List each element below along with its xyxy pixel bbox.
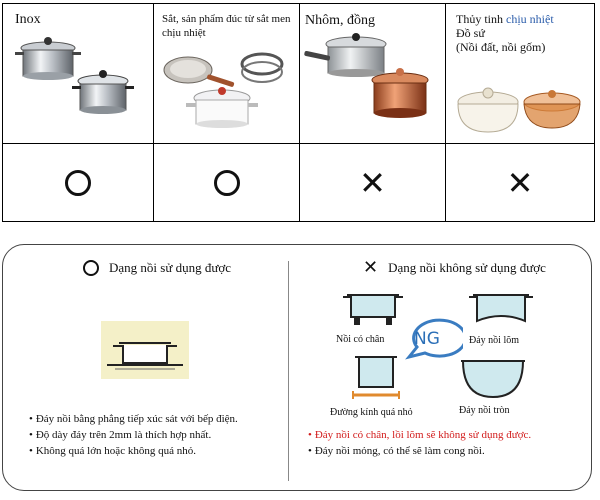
caption-legged-pot: Nồi có chân [336,334,385,345]
list-item: • Đáy nồi mỏng, có thể sẽ làm cong nồi. [308,443,531,459]
header-cell-aluminum-copper [300,4,446,144]
unusable-pots-heading [363,259,546,277]
list-item: • Đáy nồi bằng phẳng tiếp xúc sát với bếp điện. [29,411,238,427]
column-title-iron: Sắt, sản phẩm đúc từ sắt men chịu nhiệt [162,13,291,39]
flat-bottom-pot-illustration [101,321,189,379]
cookware-compatibility-table [2,3,595,222]
usable-pots-list [29,411,238,459]
iron-enamel-pans-image [160,48,295,138]
list-item: • Độ dày đáy trên 2mm là thích hợp nhất. [29,427,238,443]
usable-pots-heading-text: Dạng nồi sử dụng được [109,260,232,275]
symbol-cell-glass-ceramic [446,144,594,221]
column-title-inox: Inox [15,12,41,27]
cross-ng-icon: ✕ [359,163,386,202]
header-cell-inox [3,4,154,144]
column-title-aluminum-copper: Nhôm, đồng [305,13,375,28]
aluminum-copper-pots-image [304,30,442,140]
unusable-pots-list [308,427,531,459]
column-title-glass-a: Thủy tinh [456,12,506,26]
caption-round-bottom: Đáy nồi tròn [459,405,510,416]
ng-badge-label: NG [414,329,440,349]
small-diameter-pot-illustration [349,353,403,403]
list-item: • Không quá lớn hoặc không quá nhỏ. [29,443,238,459]
column-title-ceramic: Đồ sứ [456,26,485,40]
list-item: • Đáy nồi có chân, lồi lõm sẽ không sử dụng được. [308,427,531,443]
cross-ng-icon: ✕ [506,163,534,202]
header-cell-iron [154,4,300,144]
stainless-pots-image [15,34,140,124]
legged-pot-illustration [343,291,403,331]
symbol-cell-iron [154,144,300,221]
circle-ok-icon [214,170,240,196]
caption-concave-bottom: Đáy nồi lõm [469,335,519,346]
symbol-cell-aluminum-copper [300,144,446,221]
column-title-glass-b: chịu nhiệt [506,12,554,26]
concave-bottom-pot-illustration [469,291,533,331]
unusable-pots-heading-text: Dạng nồi không sử dụng được [388,260,546,275]
column-title-glass-ceramic [456,12,590,54]
caption-small-diameter: Đường kính quá nhỏ [330,407,413,418]
cross-ng-icon: ✕ [363,257,379,278]
pot-usage-guide-panel [2,244,592,491]
circle-ok-icon [65,170,91,196]
circle-ok-icon [83,260,99,276]
header-cell-glass-ceramic [446,4,594,144]
round-bottom-pot-illustration [459,357,527,401]
column-title-clay-note: (Nồi đất, nồi gốm) [456,40,546,54]
section-divider [288,261,289,481]
usable-pots-heading [83,260,231,276]
glass-ceramic-pots-image [450,80,590,140]
symbol-cell-inox [3,144,154,221]
